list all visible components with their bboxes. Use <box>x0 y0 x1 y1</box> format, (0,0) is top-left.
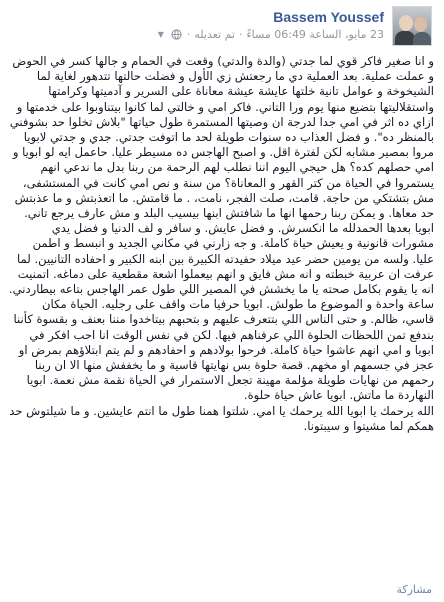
post-body <box>8 54 434 434</box>
edited-label[interactable]: تم تعديله <box>194 28 235 41</box>
post-meta <box>158 28 384 41</box>
author-avatar[interactable] <box>392 6 432 46</box>
meta-separator-2: · <box>186 28 191 41</box>
avatar-figure-left <box>395 31 415 46</box>
caret-down-icon[interactable]: ▼ <box>157 30 164 39</box>
share-link[interactable]: مشاركة <box>396 583 432 596</box>
avatar-face-right <box>414 17 427 32</box>
globe-icon[interactable] <box>171 29 182 40</box>
author-name-link[interactable]: Bassem Youssef <box>273 9 384 25</box>
avatar-face-left <box>399 15 413 31</box>
meta-separator: · <box>239 28 243 41</box>
post-timestamp[interactable]: 23 مايو، الساعة 06:49 مساءً <box>246 28 384 41</box>
avatar-figure-right <box>413 32 431 46</box>
post-body-text: و انا صغير فاكر قوي لما جدتي (والدة والدتي) وقعت في الحمام و جالها كسر في الحوض و عملت عملية. بعد العملية دي ما رجعتش زي الأول و فضلت حالتها تتدهور لغاية لما الشيخوخة و عوامل تانية خلتها عايشة عيشة معاناة على السرير و آدميتها وكرامتها واستقلاليتها بتضيع منها يوم ورا التاني. فاكر امي و خالتي لما كانوا بيتناوبوا على خدمتها و ازاي ده اثر في امي جدا لدرجة ان وصيتها المستمرة طول حياتها "بلاش تخلوا حد بشوفني بالمنظر ده". و فضل العذاب ده سنوات طويلة لحد ما اتوفت جدتي. جدي و جدتي لابويا مروا بمصير مشابه لكن لفترة اقل. و اصبح الهاجس ده مسيطر عليا. حاعمل ايه لو ابويا و امي حصلهم كده؟ هل حيجي اليوم اننا نطلب لهم الرحمة من ربنا بدل ما ندعي انهم يستمروا في الحياة من كتر القهر و المعاناة؟ من سنة و نص امي كانت في المستشفى، مش بتشتكي من حاجة. قامت، صلت الفجر، نامت، . ما قامتش. ما اتعذبتش و ما عذبتش حد معاها. و يمكن ربنا رحمها انها ما شافتش ابنها بيسيب البلد و مش عارف يرجع تاني. ابويا بعدها الحمدلله ما انكسرش. و فضل عايش. و سافر و لف الدنيا و فضل يدي مشورات قانونية و يعيش حياة كاملة. و جه زارني في مكاني الجديد و انبسط و اطمن عليا. ولسه من يومين حضر عيد ميلاد حفيدته الكبيرة بين ابنه الكبير و احفاده التانيين. لما عرفت ان عربية خبطته و انه مش فايق و انهم بيعملوا اشعة مقطعية على دماغه. اتمنيت انه يا يقوم بكامل صحته يا ما يخشش في المصير اللي طول عمر الهاجس بتاعه بيطاردني. ساعة واحدة و الموضوع ما طولش. ابويا حرفيا مات واقف على رجليه. الحياة مكان قاسي، ظالم. و حتى الناس اللي بتتعرف عليهم و بتحبهم بيتاخدوا مننا بعنف و بقسوة كأننا بندفع تمن اللحظات الحلوة اللي عرفناهم فيها. لكن في نفس الوقت انا احب افكر في ابويا و امي انهم عاشوا حياة كاملة. فرحوا بولادهم و احفادهم و لم يتم ابتلاؤهم بمرض او عجز في جسمهم او مخهم. قصة حلوة بس نهايتها قاسية و ما يخففش منها الا ان ربنا رحمهم من نهايات طويلة مؤلمة مهينة تجعل الاستمرار في الحياة نقمة مش نعمة. ابويا النهاردة ما ماتش. ابويا عاش حياة حلوة. الله يرحمك يا ابويا الله يرحمك يا امي. شلتوا همنا طول ما انتم عايشين. و ما شيلتوش حد همكم لما مشيتوا و سيبتونا. <box>8 54 434 433</box>
